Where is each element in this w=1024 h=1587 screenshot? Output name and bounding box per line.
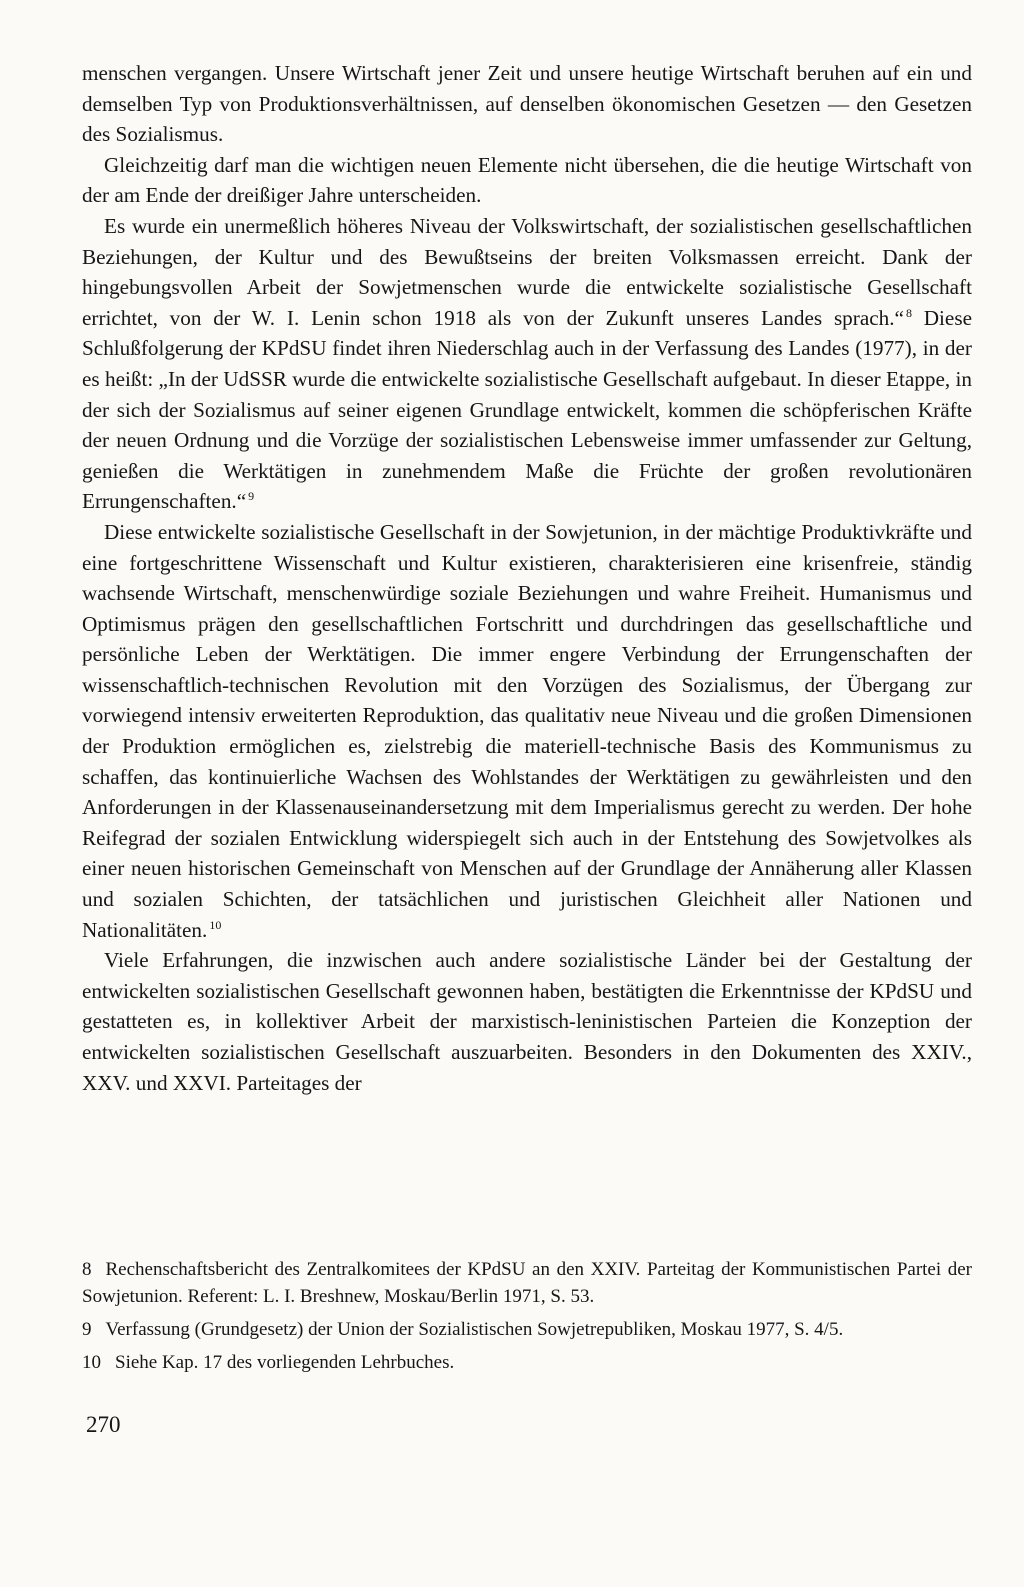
book-page bbox=[82, 58, 972, 1437]
paragraph: Es wurde ein unermeßlich höheres Niveau der Volkswirtschaft, der sozialistischen gesellschaftlichen Beziehungen, der Kultur und des Bewußtseins der breiten Volksmassen erreicht. Dank der hingebungsvollen Arbeit der Sowjetmenschen wurde die entwickelte sozialistische Gesellschaft errichtet, von der W. I. Lenin schon 1918 als von der Zukunft unseres Landes sprach.“ $^8$ Diese Schlußfolgerung der KPdSU findet ihren Niederschlag auch in der Verfassung des Landes (1977), in der es heißt: „In der UdSSR wurde die entwickelte sozialistische Gesellschaft aufgebaut. In dieser Etappe, in der sich der Sozialismus auf seiner eigenen Grundlage entwickelt, kommen die schöpferischen Kräfte der neuen Ordnung und die Vorzüge der sozialistischen Lebensweise immer umfassender zur Geltung, genießen die Werktätigen in zunehmendem Maße die Früchte der großen revolutionären Errungenschaften.“ $^9$ bbox=[82, 213, 972, 514]
footnotes bbox=[82, 1256, 972, 1382]
footnote-ref: 9 bbox=[248, 489, 255, 504]
footnote-ref: 10 bbox=[209, 917, 222, 932]
footnote-number: 8 bbox=[82, 1259, 92, 1280]
paragraph: Gleichzeitig darf man die wichtigen neuen Elemente nicht übersehen, die die heutige Wirtschaft von der am Ende der dreißiger Jahre unterscheiden. bbox=[82, 152, 972, 208]
footnote bbox=[82, 1256, 972, 1310]
footnote-number: 9 bbox=[82, 1319, 92, 1340]
footnote-text: Verfassung (Grundgesetz) der Union der Sozialistischen Sowjetrepubliken, Moskau 1977, S. 4/5. bbox=[105, 1319, 844, 1340]
paragraph: Viele Erfahrungen, die inzwischen auch andere sozialistische Länder bei der Gestaltung der entwickelten sozialistischen Gesellschaft gewonnen haben, bestätigten die Erkenntnisse der KPdSU und gestatteten es, in kollektiver Arbeit der marxistisch-leninistischen Parteien die Konzeption der entwickelten sozialistischen Gesellschaft auszuarbeiten. Besonders in den Dokumenten des XXIV., XXV. und XXVI. Parteitages der bbox=[82, 948, 972, 1095]
footnote bbox=[82, 1316, 972, 1343]
footnote-text: Rechenschaftsbericht des Zentralkomitees der KPdSU an den XXIV. Parteitag der Kommunistischen Partei der Sowjetunion. Referent: L. I. Breshnew, Moskau/Berlin 1971, S. 53. bbox=[82, 1259, 972, 1307]
footnote-number: 10 bbox=[82, 1352, 101, 1373]
page-number: 270 bbox=[86, 1412, 121, 1437]
footnote bbox=[82, 1349, 972, 1376]
paragraph: menschen vergangen. Unsere Wirtschaft jener Zeit und unsere heutige Wirtschaft beruhen auf ein und demselben Typ von Produktionsverhältnissen, auf denselben ökonomischen Gesetzen — den Gesetzen des Sozialismus. bbox=[82, 61, 972, 147]
footnote-ref: 8 bbox=[905, 305, 912, 320]
paragraph: Diese entwickelte sozialistische Gesellschaft in der Sowjetunion, in der mächtige Produktivkräfte und eine fortgeschrittene Wissenschaft und Kultur existieren, charakterisieren eine krisenfreie, ständig wachsende Wirtschaft, menschenwürdige soziale Beziehungen und wahre Freiheit. Humanismus und Optimismus prägen den gesellschaftlichen Fortschritt und durchdringen das gesellschaftliche und persönliche Leben der Werktätigen. Die immer engere Verbindung der Errungenschaften der wissenschaftlich-technischen Revolution mit den Vorzügen des Sozialismus, der Übergang zur vorwiegend intensiv erweiterten Reproduktion, das qualitativ neue Niveau und die großen Dimensionen der Produktion ermöglichen es, zielstrebig die materiell-technische Basis des Kommunismus zu schaffen, das kontinuierliche Wachsen des Wohlstandes der Werktätigen zu gewährleisten und den Anforderungen in der Klassenauseinandersetzung mit dem Imperialismus gerecht zu werden. Der hohe Reifegrad der sozialen Entwicklung widerspiegelt sich auch in der Entstehung des Sowjetvolkes als einer neuen historischen Gemeinschaft von Menschen auf der Grundlage der Annäherung aller Klassen und sozialen Schichten, der tatsächlichen und juristischen Gleichheit aller Nationen und Nationalitäten. $^{10}$ bbox=[82, 519, 972, 942]
footnote-text: Siehe Kap. 17 des vorliegenden Lehrbuches. bbox=[115, 1352, 455, 1373]
body-text bbox=[82, 58, 972, 1098]
